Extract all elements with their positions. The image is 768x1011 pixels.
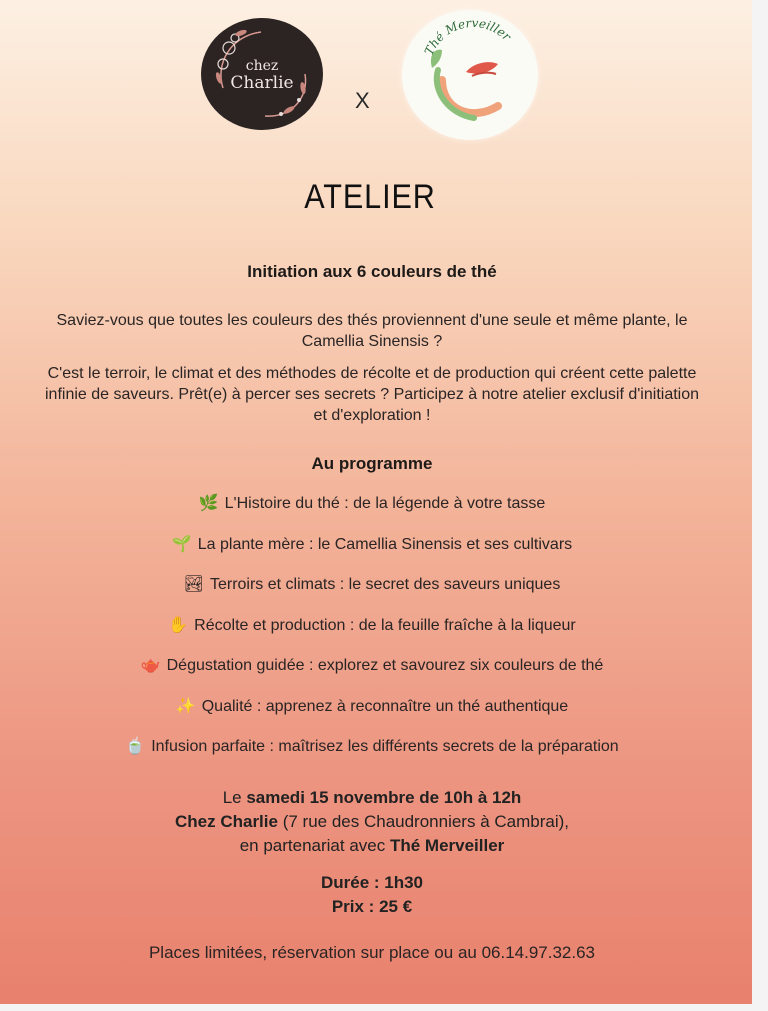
event-venue xyxy=(0,812,744,832)
program-item-text: Dégustation guidée : explorez et savourez six couleurs de thé xyxy=(166,657,604,674)
program-item xyxy=(0,696,744,716)
event-date-bold: samedi 15 novembre de 10h à 12h xyxy=(246,788,522,807)
event-date: Le samedi 15 novembre de 10h à 12h xyxy=(222,788,522,807)
sparkles-icon: ✨ xyxy=(175,698,196,715)
reservation-contact: Places limitées, réservation sur place ou au 06.14.97.32.63 xyxy=(148,943,596,962)
event-duration: Durée : 1h30 xyxy=(320,873,424,892)
partner-name: Thé Merveiller xyxy=(389,836,505,855)
program-item xyxy=(0,615,744,635)
program-item-text: La plante mère : le Camellia Sinensis et ses cultivars xyxy=(197,536,573,553)
collaboration-separator: X xyxy=(355,88,370,113)
program-item-text: Qualité : apprenez à reconnaître un thé authentique xyxy=(201,698,569,715)
hand-icon: ✋ xyxy=(168,617,189,634)
intro-paragraph-2: C'est le terroir, le climat et des méthodes de récolte et de production qui créent cette palette infinie de saveurs. Prêt(e) à percer ses secrets ? Participez à notre atelier exclusif d'initiation et d'exploration ! xyxy=(44,365,700,424)
program-item xyxy=(0,493,744,513)
program-item xyxy=(0,655,744,675)
logo-merveiller-text: Thé Merveiller xyxy=(421,15,514,58)
chez-charlie-logo xyxy=(201,18,323,130)
program-item-text: Récolte et production : de la feuille fraîche à la liqueur xyxy=(194,617,576,634)
program-item xyxy=(0,574,744,594)
herb-icon: 🌿 xyxy=(198,495,219,512)
event-price: Prix : 25 € xyxy=(331,897,413,916)
program-item xyxy=(0,736,744,756)
tea-bowl-icon: 🍵 xyxy=(125,738,146,755)
screenshot-margin-right xyxy=(752,0,768,1011)
venue-address: (7 rue des Chaudronniers à Cambrai), xyxy=(277,812,569,831)
screenshot-margin-bottom xyxy=(0,1004,768,1011)
tea-leaf-cup-icon xyxy=(402,10,538,140)
program-item xyxy=(0,534,744,554)
program-item-text: L'Histoire du thé : de la légende à votre tasse xyxy=(224,495,546,512)
the-merveiller-logo xyxy=(402,10,538,140)
venue-name: Chez Charlie xyxy=(174,812,278,831)
program-item-text: Terroirs et climats : le secret des saveurs uniques xyxy=(209,576,561,593)
event-partner: en partenariat avec Thé Merveiller xyxy=(239,836,505,855)
logo-charlie-text: Charlie xyxy=(230,73,294,93)
seedling-icon: 🌱 xyxy=(171,536,192,553)
page-title: ATELIER xyxy=(304,178,436,216)
intro-paragraph-1: Saviez-vous que toutes les couleurs des thés proviennent d'une seule et même plante, le Camellia Sinensis ? xyxy=(56,312,688,350)
logo-chez-text: chez xyxy=(245,58,279,74)
program-title: Au programme xyxy=(311,454,433,473)
workshop-subtitle: Initiation aux 6 couleurs de thé xyxy=(247,262,497,281)
landscape-icon: 🏞 xyxy=(183,576,204,593)
floral-wreath-icon xyxy=(201,18,323,130)
program-item-text: Infusion parfaite : maîtrisez les différents secrets de la préparation xyxy=(151,738,619,755)
teapot-icon: 🫖 xyxy=(140,657,161,674)
